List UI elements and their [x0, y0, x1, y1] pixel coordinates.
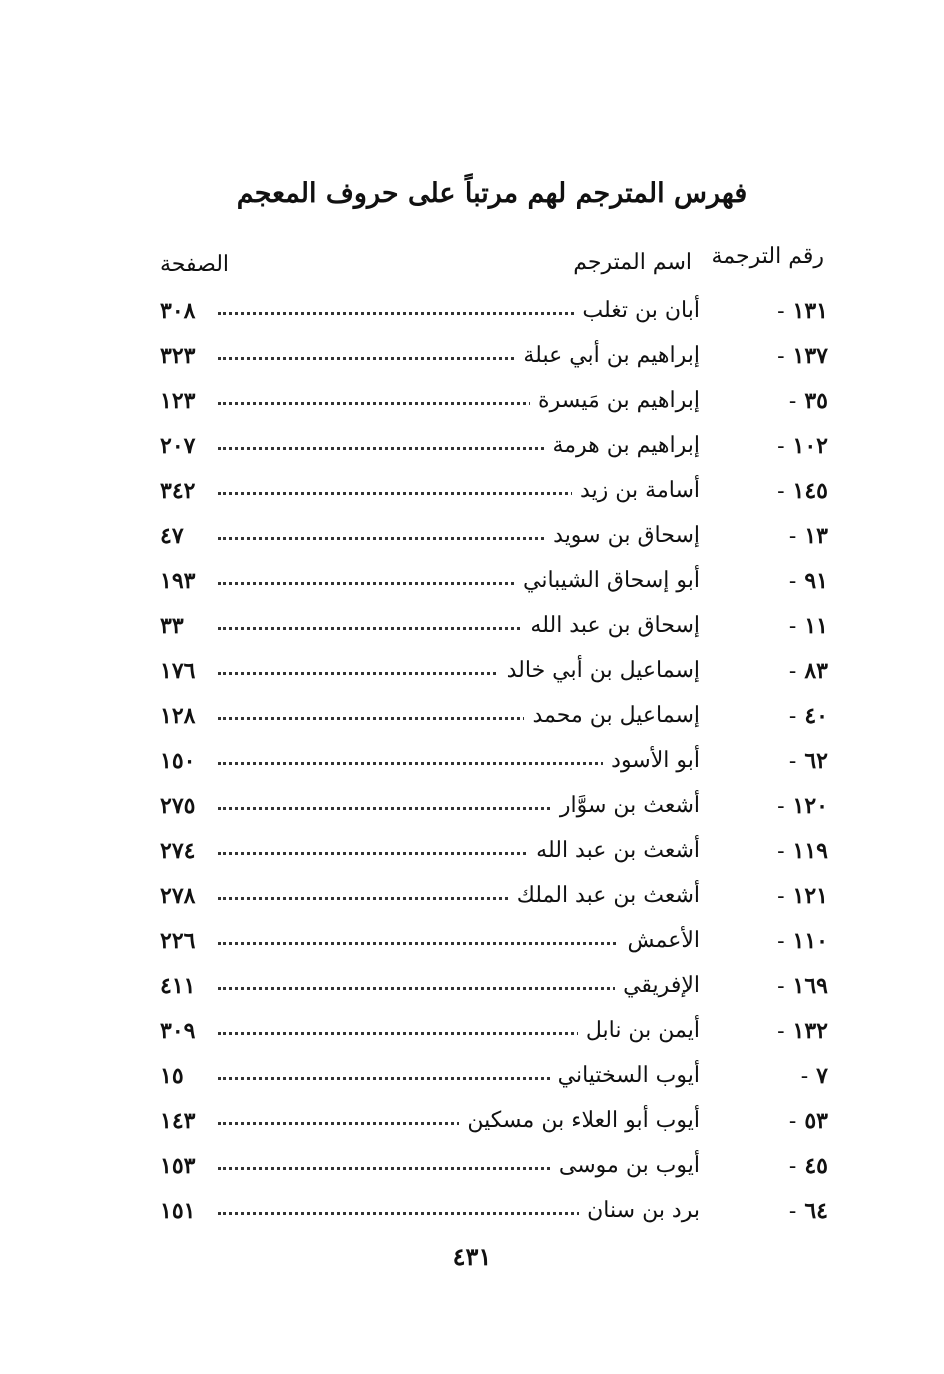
entry-page: ١٤٣ — [160, 1108, 196, 1134]
entry-page: ١٥ — [160, 1063, 184, 1089]
entry-dash: - — [788, 704, 797, 729]
index-entry — [0, 879, 944, 923]
entry-name: أيوب السختياني — [550, 1063, 700, 1088]
index-entry — [0, 609, 944, 653]
entry-dash: - — [788, 614, 797, 639]
entry-page: ٣٣ — [160, 613, 184, 639]
entry-page: ٤٧ — [160, 523, 184, 549]
entry-number — [748, 388, 828, 414]
entry-dash: - — [788, 1154, 797, 1179]
index-entry — [0, 834, 944, 878]
entry-number-text: ١٣ — [804, 523, 828, 549]
entry-number — [748, 478, 828, 504]
entry-page: ٢٧٥ — [160, 793, 196, 819]
index-entry — [0, 339, 944, 383]
entry-number-text: ١٢٠ — [792, 793, 828, 819]
index-entry — [0, 969, 944, 1013]
entry-number — [748, 1198, 828, 1224]
entry-number — [748, 793, 828, 819]
entry-number — [748, 973, 828, 999]
entry-page: ١٥٠ — [160, 748, 196, 774]
header-name-label: اسم المترجم — [573, 250, 692, 275]
entry-page: ١٥٣ — [160, 1153, 196, 1179]
entry-dash: - — [777, 839, 785, 864]
entry-number — [748, 658, 828, 684]
entry-number-text: ٣٥ — [804, 388, 828, 414]
entry-page: ٢٢٦ — [160, 928, 196, 954]
entry-name: أبو إسحاق الشيباني — [515, 568, 700, 593]
entry-page: ١٥١ — [160, 1198, 196, 1224]
index-entry — [0, 789, 944, 833]
entry-name: أيوب أبو العلاء بن مسكين — [459, 1108, 700, 1133]
entry-name: إبراهيم بن أبي عبلة — [515, 343, 700, 368]
entry-number — [748, 568, 828, 594]
entry-name: إسماعيل بن محمد — [524, 703, 700, 728]
entry-dash: - — [788, 749, 797, 774]
entry-number-text: ١٠٢ — [792, 433, 828, 459]
entry-page: ٢٠٧ — [160, 433, 196, 459]
entry-dash: - — [777, 434, 785, 459]
header-number-label: رقم الترجمة — [711, 244, 824, 269]
index-entry — [0, 294, 944, 338]
index-entry — [0, 744, 944, 788]
entry-name: إسحاق بن سويد — [545, 523, 700, 548]
entry-number-text: ١٣٢ — [792, 1018, 828, 1044]
entry-number-text: ١١ — [804, 613, 828, 639]
entry-page: ٢٧٤ — [160, 838, 196, 864]
entry-number-text: ١٣٧ — [792, 343, 828, 369]
entry-dash: - — [777, 884, 785, 909]
entry-number-text: ١٦٩ — [792, 973, 828, 999]
index-entry — [0, 1014, 944, 1058]
entry-number — [748, 1018, 828, 1044]
entry-page: ١٩٣ — [160, 568, 196, 594]
entry-dash: - — [788, 389, 797, 414]
entry-name: أسامة بن زيد — [572, 478, 700, 503]
entry-number — [748, 1153, 828, 1179]
entry-number — [748, 298, 828, 324]
entry-dash: - — [777, 344, 785, 369]
entry-page: ٢٧٨ — [160, 883, 196, 909]
entry-number — [748, 343, 828, 369]
entry-name: الإفريقي — [615, 973, 700, 998]
entry-number-text: ٤٠ — [804, 703, 828, 729]
index-entry — [0, 384, 944, 428]
entry-number — [748, 613, 828, 639]
entry-number — [748, 748, 828, 774]
entry-number — [748, 523, 828, 549]
entry-dash: - — [788, 1199, 797, 1224]
entry-number — [748, 838, 828, 864]
header-page-label: الصفحة — [160, 252, 230, 277]
entry-number-text: ١١٠ — [792, 928, 828, 954]
entry-dash: - — [800, 1064, 809, 1089]
entry-number — [748, 928, 828, 954]
entry-page: ١٢٨ — [160, 703, 196, 729]
entry-dash: - — [777, 1019, 785, 1044]
entry-dash: - — [777, 974, 785, 999]
entry-page: ٣٤٢ — [160, 478, 196, 504]
entry-number-text: ٤٥ — [804, 1153, 828, 1179]
index-entry — [0, 654, 944, 698]
entry-number-text: ٦٢ — [804, 748, 828, 774]
index-entry — [0, 474, 944, 518]
entry-name: إبراهيم بن هرمة — [544, 433, 700, 458]
entry-dash: - — [788, 524, 797, 549]
entry-dash: - — [777, 929, 785, 954]
entry-number — [748, 703, 828, 729]
entry-number — [748, 883, 828, 909]
index-entry — [0, 1194, 944, 1238]
entry-dash: - — [777, 299, 785, 324]
entry-number-text: ١١٩ — [792, 838, 828, 864]
index-entry — [0, 1149, 944, 1193]
entry-dash: - — [777, 479, 785, 504]
entry-number-text: ١٤٥ — [792, 478, 828, 504]
entry-name: الأعمش — [619, 928, 700, 953]
entry-page: ٣٢٣ — [160, 343, 196, 369]
entry-name: إسحاق بن عبد الله — [522, 613, 700, 638]
entry-number-text: ٧ — [816, 1063, 828, 1089]
entry-dash: - — [788, 1109, 797, 1134]
entry-number-text: ٥٣ — [804, 1108, 828, 1134]
column-header — [0, 244, 944, 278]
entry-name: أبان بن تغلب — [574, 298, 700, 323]
entry-dash: - — [788, 659, 797, 684]
index-entry — [0, 699, 944, 743]
index-entry — [0, 564, 944, 608]
entry-number — [748, 1108, 828, 1134]
entry-number — [748, 433, 828, 459]
entry-name: إبراهيم بن مَيسرة — [530, 388, 700, 413]
entry-number-text: ١٣١ — [792, 298, 828, 324]
entry-number-text: ٨٣ — [804, 658, 828, 684]
entry-page: ٣٠٨ — [160, 298, 196, 324]
entry-page: ١٢٣ — [160, 388, 196, 414]
entry-name: أيوب بن موسى — [551, 1153, 700, 1178]
page-title: فهرس المترجم لهم مرتباً على حروف المعجم — [236, 178, 748, 209]
entry-name: أشعث بن عبد الملك — [509, 883, 700, 908]
index-entry — [0, 924, 944, 968]
entry-dash: - — [777, 794, 785, 819]
entry-number-text: ١٢١ — [792, 883, 828, 909]
entry-name: أبو الأسود — [603, 748, 700, 773]
index-entry — [0, 519, 944, 563]
entry-number-text: ٩١ — [804, 568, 828, 594]
index-entry — [0, 1104, 944, 1148]
entry-name: إسماعيل بن أبي خالد — [499, 658, 700, 683]
entry-page: ٤١١ — [160, 973, 196, 999]
page-number: ٤٣١ — [452, 1242, 492, 1271]
entry-number-text: ٦٤ — [804, 1198, 828, 1224]
entry-page: ٣٠٩ — [160, 1018, 196, 1044]
entry-page: ١٧٦ — [160, 658, 196, 684]
entry-name: برد بن سنان — [579, 1198, 700, 1223]
index-entry — [0, 429, 944, 473]
entry-name: أشعث بن عبد الله — [528, 838, 700, 863]
index-entry — [0, 1059, 944, 1103]
entry-name: أشعث بن سوَّار — [552, 793, 700, 818]
entry-number — [748, 1063, 828, 1089]
entry-dash: - — [788, 569, 797, 594]
entry-name: أيمن بن نابل — [578, 1018, 700, 1043]
